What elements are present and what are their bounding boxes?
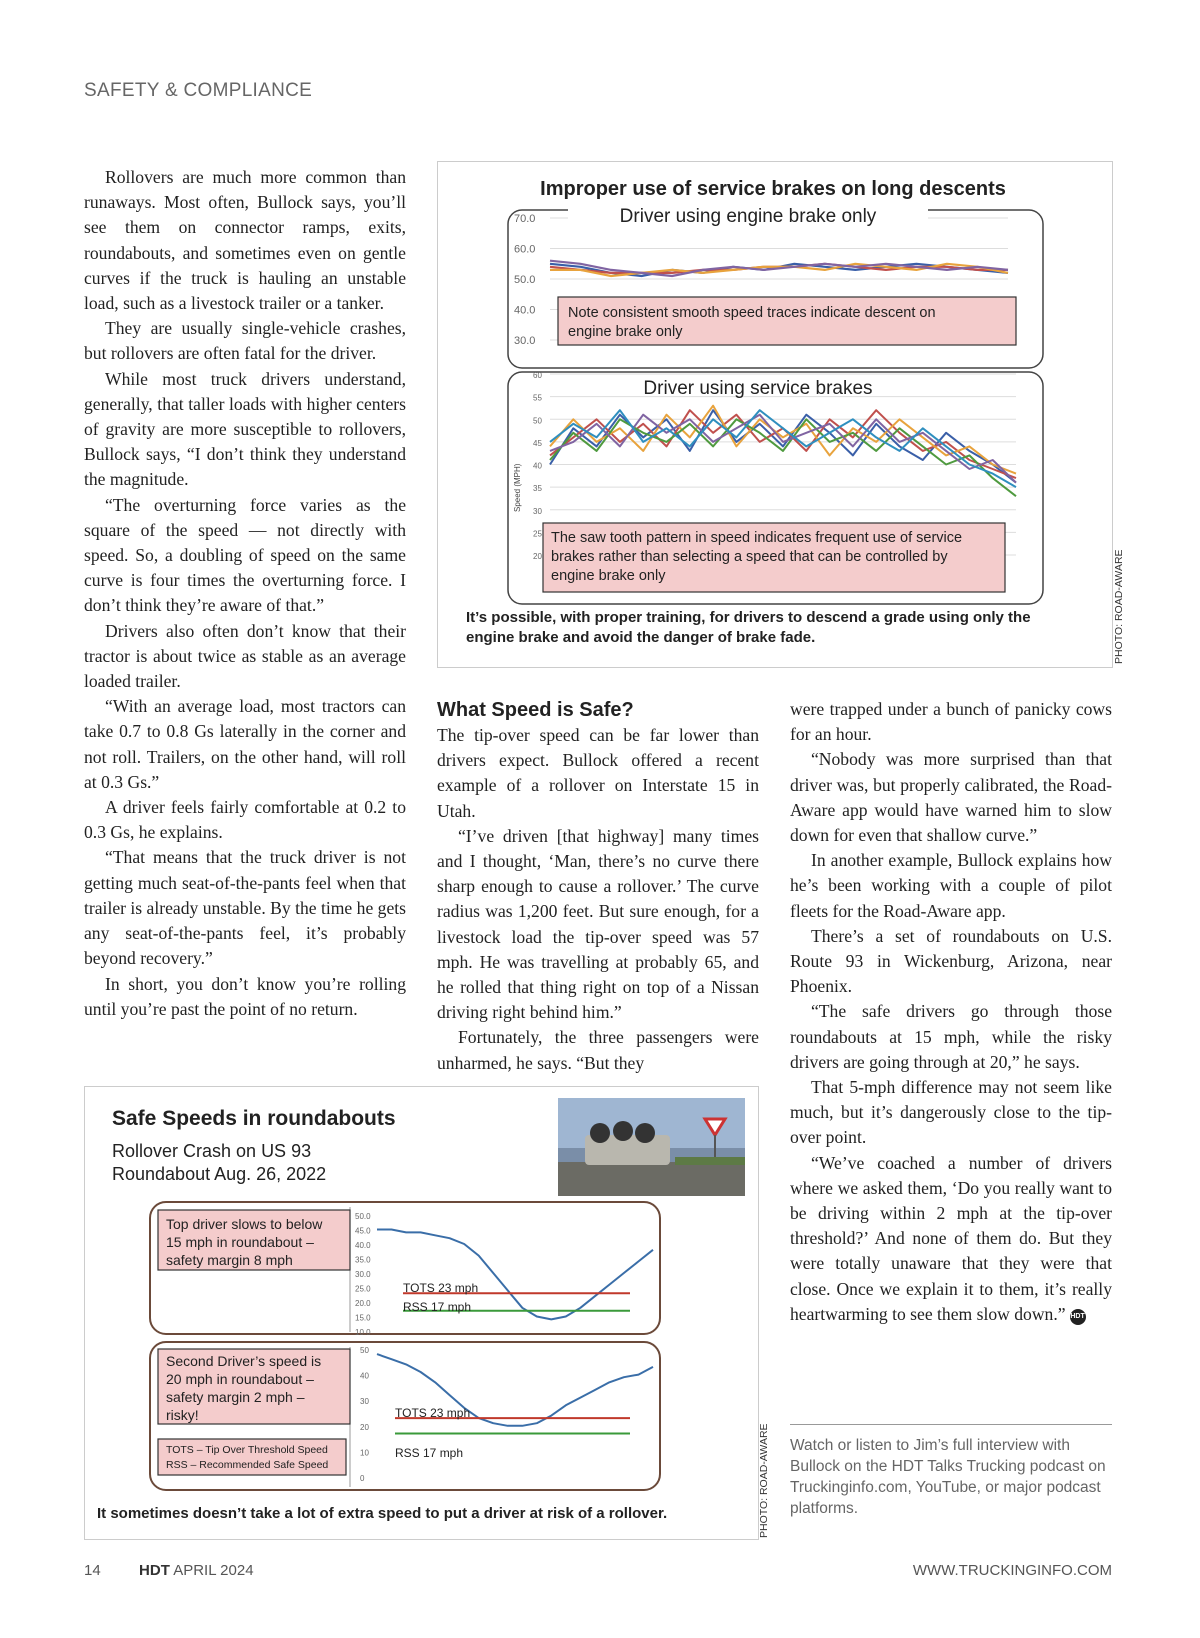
crash-photo xyxy=(558,1098,745,1196)
y-tick-label: 60 xyxy=(533,371,542,380)
y-tick-label: 20 xyxy=(360,1422,369,1432)
podcast-note: Watch or listen to Jim’s full interview with Bullock on the HDT Talks Trucking podcast on Truckinginfo.com, YouTube, or major podcast platforms. xyxy=(790,1424,1112,1519)
paragraph: Rollovers are much more common than runaways. Most often, Bullock says, you’ll see them on connector ramps, exits, roundabouts, and sometimes even on gentle curves if the truck is hauling an unstable load, such as a livestock trailer or a tanker. xyxy=(84,167,406,314)
y-tick-label: 55 xyxy=(533,393,542,403)
paragraph: In short, you don’t know you’re rolling until you’re past the point of no return. xyxy=(84,973,406,1019)
footer-brand: HDT xyxy=(139,1562,170,1579)
article-column-3 xyxy=(790,697,1112,1327)
y-tick-label: 35 xyxy=(533,484,542,494)
paragraph: In another example, Bullock explains how he’s been working with a couple of pilot fleets for the Road-Aware app. xyxy=(790,850,1112,921)
paragraph: That 5-mph difference may not seem like much, but it’s dangerously close to the tip-over point. xyxy=(790,1077,1112,1148)
top-note-line2: 15 mph in roundabout – xyxy=(166,1234,314,1250)
y-tick-label: 15.0 xyxy=(355,1313,371,1323)
y-tick-label: 50.0 xyxy=(355,1212,371,1221)
y-tick-label: 50 xyxy=(360,1346,369,1355)
hdt-end-mark-icon: HDT xyxy=(1070,1309,1086,1325)
panel2-note-line2: brakes rather than selecting a speed that can be controlled by xyxy=(551,549,948,565)
paragraph: Fortunately, the three passengers were unharmed, he says. “But they xyxy=(437,1027,759,1073)
top-note-line1: Top driver slows to below xyxy=(166,1216,323,1232)
paragraph: “The safe drivers go through those roundabouts at 15 mph, while the risky drivers are going through at 20,” he says. xyxy=(790,1001,1112,1072)
y-tick-label: 30 xyxy=(533,506,542,516)
y-tick-label: 40.0 xyxy=(355,1241,371,1250)
article-column-2 xyxy=(437,697,759,1076)
paragraph: were trapped under a bunch of panicky cows for an hour. xyxy=(790,699,1112,745)
bottom-note-line1: Second Driver’s speed is xyxy=(166,1353,322,1369)
panel1-title: Driver using engine brake only xyxy=(619,206,877,227)
panel2-y-ticks xyxy=(533,371,542,561)
bottom-note-line4: risky! xyxy=(166,1407,199,1423)
figure2-subtitle-line1: Rollover Crash on US 93 xyxy=(112,1141,312,1161)
figure1-caption-line1: It’s possible, with proper training, for drivers to descend a grade using only the xyxy=(466,609,1031,626)
panel2-y-axis-label: Speed (MPH) xyxy=(513,463,522,512)
paragraph: There’s a set of roundabouts on U.S. Route 93 in Wickenburg, Arizona, near Phoenix. xyxy=(790,925,1112,997)
figure1-caption-line2: engine brake and avoid the danger of brake fade. xyxy=(466,629,816,646)
panel2-note-line1: The saw tooth pattern in speed indicates frequent use of service xyxy=(551,530,963,546)
figure2-caption: It sometimes doesn’t take a lot of extra speed to put a driver at risk of a rollover. xyxy=(97,1505,668,1522)
figure-service-brakes-graphic xyxy=(438,162,1112,667)
footer-website: WWW.TRUCKINGINFO.COM xyxy=(912,1562,1112,1579)
y-tick-label: 25 xyxy=(533,529,542,539)
paragraph: While most truck drivers understand, generally, that taller loads with higher centers of gravity are more susceptible to rollovers, Bullock says, “I don’t think they understand the magnitude. xyxy=(84,368,406,490)
y-tick-label: 40 xyxy=(533,461,542,471)
article-column-1 xyxy=(84,165,406,1022)
y-tick-label: 30.0 xyxy=(355,1270,371,1279)
top-note-line3: safety margin 8 mph xyxy=(166,1252,293,1268)
y-tick-label: 10.0 xyxy=(355,1328,371,1337)
figure-roundabout-graphic xyxy=(85,1087,758,1539)
figure2-title: Safe Speeds in roundabouts xyxy=(112,1107,396,1130)
paragraph: “I’ve driven [that highway] many times and I thought, ‘Man, there’s no curve there sharp enough to cause a rollover.’ The curve radius was 1,200 feet. But sure enough, for a livestock load the tip-over speed was 57 mph. He was travelling at probably 65, and he rolled that thing right on top of a Nissan driving right behind him.” xyxy=(437,825,759,1023)
section-label: SAFETY & COMPLIANCE xyxy=(84,80,313,101)
legend-rss: RSS – Recommended Safe Speed xyxy=(166,1459,329,1471)
y-tick-label: 0 xyxy=(360,1474,365,1483)
paragraph-last xyxy=(790,1151,1112,1327)
bottom-tots-label: TOTS 23 mph xyxy=(395,1406,471,1420)
y-tick-label: 10 xyxy=(360,1448,369,1458)
top-rss-label: RSS 17 mph xyxy=(403,1300,472,1314)
panel1-note-line2: engine brake only xyxy=(568,324,683,340)
y-tick-label: 30 xyxy=(360,1397,369,1407)
panel2-title: Driver using service brakes xyxy=(643,378,873,399)
y-tick-label: 60.0 xyxy=(514,243,536,256)
figure1-title: Improper use of service brakes on long descents xyxy=(540,178,1006,200)
subheading: What Speed is Safe? xyxy=(437,699,634,721)
y-tick-label: 50 xyxy=(533,416,542,426)
bottom-note-line2: 20 mph in roundabout – xyxy=(166,1371,314,1387)
paragraph-text: “We’ve coached a number of drivers where we asked them, ‘Do you really want to be driving within 2 mph at the tip-over threshold?’ And none of them do. But they were totally unaware that they were that close. Once we explain it to them, it’s really heartwarming to see them slow down.” xyxy=(790,1152,1112,1324)
paragraph: “With an average load, most tractors can take 0.7 to 0.8 Gs laterally in the corner and not roll. Trailers, on the other hand, will roll at 0.3 Gs.” xyxy=(84,696,406,792)
top-tots-label: TOTS 23 mph xyxy=(403,1281,479,1295)
paragraph: They are usually single-vehicle crashes, but rollovers are often fatal for the driver. xyxy=(84,318,406,364)
y-tick-label: 45.0 xyxy=(355,1226,371,1236)
y-tick-label: 45 xyxy=(533,438,542,448)
legend-tots: TOTS – Tip Over Threshold Speed xyxy=(166,1444,328,1456)
paragraph: Drivers also often don’t know that their tractor is about twice as stable as an average loaded trailer. xyxy=(84,620,406,692)
panel2-note-line3: engine brake only xyxy=(551,568,666,584)
y-tick-label: 20 xyxy=(533,552,542,561)
footer-issue: APRIL 2024 xyxy=(173,1562,254,1579)
paragraph: “The overturning force varies as the square of the speed — not directly with speed. So, a doubling of speed on the same curve is four times the overturning force. I don’t think they’re aware of that.” xyxy=(84,494,406,616)
bottom-note-line3: safety margin 2 mph – xyxy=(166,1389,305,1405)
panel1-note-line1: Note consistent smooth speed traces indicate descent on xyxy=(568,305,936,321)
y-tick-label: 40.0 xyxy=(514,304,536,317)
footer-left xyxy=(84,1562,254,1579)
top-panel-y-ticks xyxy=(355,1212,371,1337)
y-tick-label: 50.0 xyxy=(514,274,536,286)
figure2-subtitle-line2: Roundabout Aug. 26, 2022 xyxy=(112,1164,327,1184)
paragraph: The tip-over speed can be far lower than drivers expect. Bullock offered a recent example of a rollover on Interstate 15 in Utah. xyxy=(437,725,759,821)
photo-credit: PHOTO: ROAD-AWARE xyxy=(758,1423,770,1538)
page-number: 14 xyxy=(84,1562,101,1579)
y-tick-label: 70.0 xyxy=(514,213,536,225)
y-tick-label: 25.0 xyxy=(355,1284,371,1294)
figure-service-brakes xyxy=(437,161,1113,668)
paragraph: “That means that the truck driver is not getting much seat-of-the-pants feel when that trailer is already unstable. By the time he gets any seat-of-the-pants feel, it’s probably beyond recovery.” xyxy=(84,847,406,969)
y-tick-label: 30.0 xyxy=(514,335,536,347)
figure-roundabout-speeds xyxy=(84,1086,759,1540)
paragraph: A driver feels fairly comfortable at 0.2 to 0.3 Gs, he explains. xyxy=(84,797,406,843)
bottom-rss-label: RSS 17 mph xyxy=(395,1446,464,1460)
paragraph: “Nobody was more surprised than that driver was, but properly calibrated, the Road-Aware app would have warned him to slow down for even that shallow curve.” xyxy=(790,749,1112,846)
y-tick-label: 40 xyxy=(360,1371,369,1381)
y-tick-label: 20.0 xyxy=(355,1299,371,1308)
y-tick-label: 35.0 xyxy=(355,1255,371,1265)
photo-credit: PHOTO: ROAD-AWARE xyxy=(1113,549,1125,664)
